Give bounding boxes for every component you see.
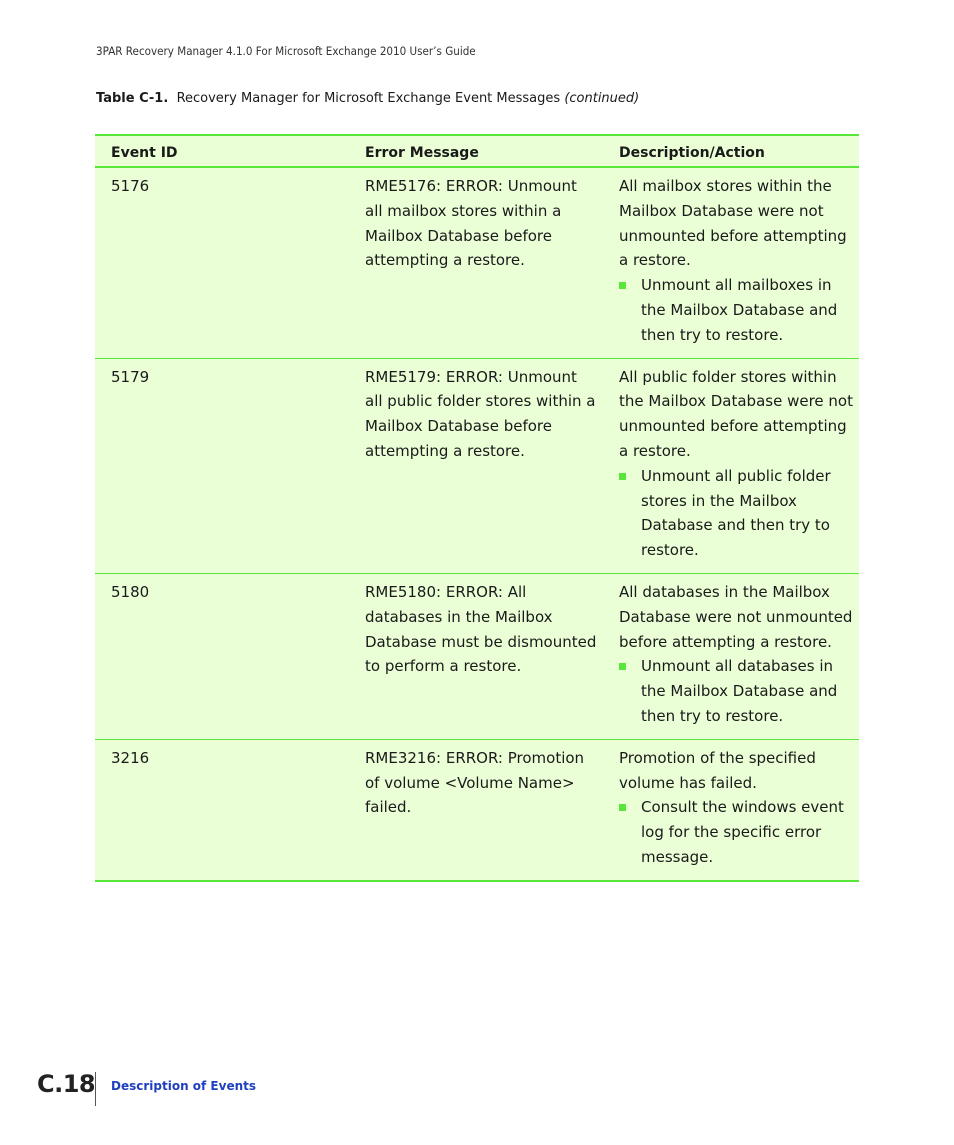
square-bullet-icon — [619, 663, 626, 670]
action-bullet — [619, 654, 857, 728]
description-text: Promotion of the specified volume has failed. — [619, 748, 816, 792]
event-id-cell: 3216 — [111, 748, 150, 767]
square-bullet-icon — [619, 282, 626, 289]
event-id-cell: 5179 — [111, 367, 150, 386]
header-description-action: Description/Action — [619, 145, 765, 161]
table-header-row — [95, 135, 859, 167]
description-cell — [603, 358, 859, 573]
square-bullet-icon — [619, 473, 626, 480]
table-row — [95, 358, 859, 573]
description-text: All databases in the Mailbox Database were not unmounted before attempting a restore. — [619, 582, 853, 651]
action-text: Unmount all public folder stores in the Mailbox Database and then try to restore. — [641, 466, 831, 560]
table-row — [95, 167, 859, 358]
event-messages-table — [95, 134, 859, 882]
action-bullet — [619, 273, 857, 347]
footer-section-link[interactable]: Description of Events — [111, 1079, 257, 1093]
table-row — [95, 573, 859, 739]
table-row — [95, 739, 859, 880]
action-bullet — [619, 464, 857, 563]
description-text: All mailbox stores within the Mailbox Database were not unmounted before attempting a restore. — [619, 177, 847, 270]
action-bullet — [619, 795, 857, 869]
description-cell — [603, 167, 859, 358]
caption-title: Recovery Manager for Microsoft Exchange Event Messages — [176, 91, 561, 106]
table-caption — [96, 91, 639, 106]
page-number: C.18 — [37, 1070, 96, 1098]
footer-divider — [95, 1072, 96, 1106]
description-text: All public folder stores within the Mailbox Database were not unmounted before attempting a restore. — [619, 367, 853, 460]
header-error-message: Error Message — [365, 145, 479, 161]
description-cell — [603, 739, 859, 880]
caption-label: Table C-1. — [96, 91, 169, 106]
error-message-cell: RME5176: ERROR: Unmount all mailbox stores within a Mailbox Database before attempting a restore. — [365, 177, 577, 270]
error-message-cell: RME3216: ERROR: Promotion of volume <Volume Name> failed. — [365, 748, 585, 817]
event-id-cell: 5180 — [111, 582, 150, 601]
action-text: Unmount all databases in the Mailbox Database and then try to restore. — [641, 657, 838, 725]
action-text: Unmount all mailboxes in the Mailbox Database and then try to restore. — [641, 276, 838, 344]
square-bullet-icon — [619, 804, 626, 811]
error-message-cell: RME5179: ERROR: Unmount all public folder stores within a Mailbox Database before attempting a restore. — [365, 367, 596, 460]
header-event-id: Event ID — [111, 145, 178, 161]
running-header: 3PAR Recovery Manager 4.1.0 For Microsoft Exchange 2010 User’s Guide — [96, 44, 476, 58]
action-text: Consult the windows event log for the specific error message. — [641, 798, 844, 866]
error-message-cell: RME5180: ERROR: All databases in the Mailbox Database must be dismounted to perform a restore. — [365, 582, 597, 676]
event-id-cell: 5176 — [111, 177, 150, 195]
caption-continued: (continued) — [564, 91, 640, 106]
description-cell — [603, 573, 859, 739]
